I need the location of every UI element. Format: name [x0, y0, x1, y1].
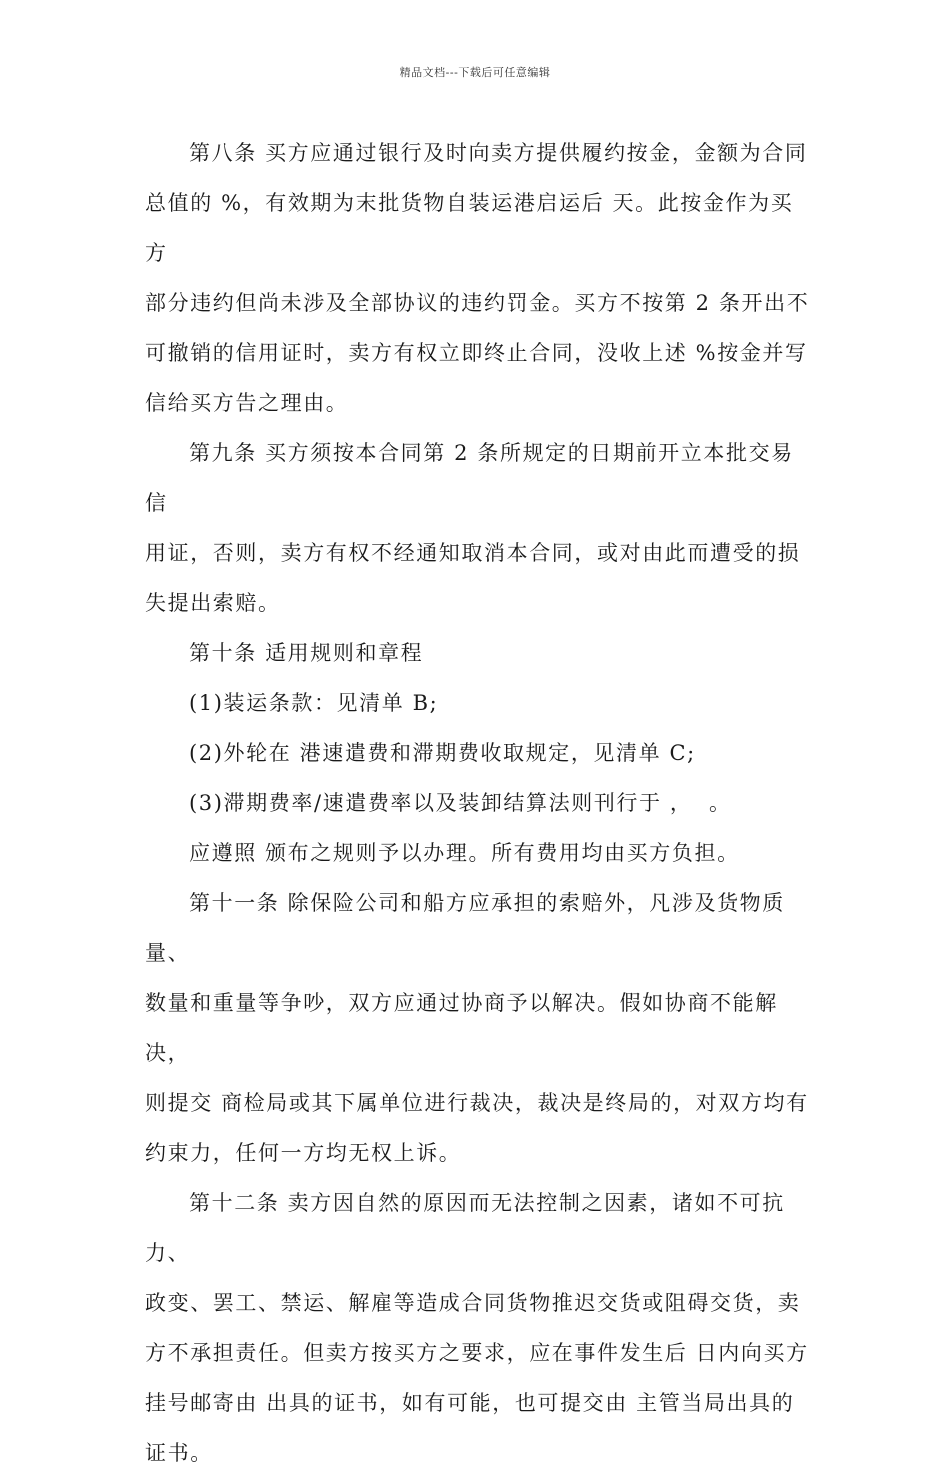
article-11	[145, 878, 810, 1178]
article-10-note	[145, 828, 810, 878]
text-line: 第十一条 除保险公司和船方应承担的索赔外，凡涉及货物质量、	[145, 891, 785, 965]
text-line: 部分违约但尚未涉及全部协议的违约罚金。买方不按第 2 条开出不	[145, 291, 810, 315]
text-line: 用证，否则，卖方有权不经通知取消本合同，或对由此而遭受的损	[145, 541, 801, 565]
text-line: 信给买方告之理由。	[145, 391, 349, 415]
article-10-item-2	[145, 728, 810, 778]
article-10	[145, 628, 810, 678]
article-10-item-1	[145, 678, 810, 728]
text-line: 挂号邮寄由 出具的证书，如有可能，也可提交由 主管当局出具的	[145, 1391, 795, 1415]
text-line: (1)装运条款：见清单 B;	[189, 691, 439, 715]
text-line: 则提交 商检局或其下属单位进行裁决，裁决是终局的，对双方均有	[145, 1091, 809, 1115]
text-line: 数量和重量等争吵，双方应通过协商予以解决。假如协商不能解决，	[145, 991, 778, 1065]
text-line: (3)滞期费率/速遣费率以及装卸结算法则刊行于 ， 。	[189, 791, 732, 815]
text-line: 总值的 %，有效期为末批货物自装运港启运后 天。此按金作为买方	[145, 191, 794, 265]
text-line: 失提出索赔。	[145, 591, 281, 615]
text-line: 第九条 买方须按本合同第 2 条所规定的日期前开立本批交易信	[145, 441, 794, 515]
text-line: 应遵照 颁布之规则予以办理。所有费用均由买方负担。	[189, 841, 740, 865]
text-line: 第十二条 卖方因自然的原因而无法控制之因素，诸如不可抗力、	[145, 1191, 785, 1265]
text-line: 第八条 买方应通过银行及时向卖方提供履约按金，金额为合同	[189, 141, 808, 165]
article-8	[145, 128, 810, 428]
article-12	[145, 1178, 810, 1478]
article-10-item-3	[145, 778, 810, 828]
text-line: 证书。	[145, 1441, 213, 1465]
text-line: 可撤销的信用证时，卖方有权立即终止合同，没收上述 %按金并写	[145, 341, 808, 365]
text-line: 政变、罢工、禁运、解雇等造成合同货物推迟交货或阻碍交货，卖	[145, 1291, 801, 1315]
document-body	[145, 128, 810, 1478]
text-line: 第十条 适用规则和章程	[189, 641, 424, 665]
text-line: 约束力，任何一方均无权上诉。	[145, 1141, 462, 1165]
page-header: 精品文档---下载后可任意编辑	[399, 66, 551, 79]
text-line: (2)外轮在 港速遣费和滞期费收取规定，见清单 C;	[189, 741, 696, 765]
article-9	[145, 428, 810, 628]
text-line: 方不承担责任。但卖方按买方之要求，应在事件发生后 日内向买方	[145, 1341, 809, 1365]
